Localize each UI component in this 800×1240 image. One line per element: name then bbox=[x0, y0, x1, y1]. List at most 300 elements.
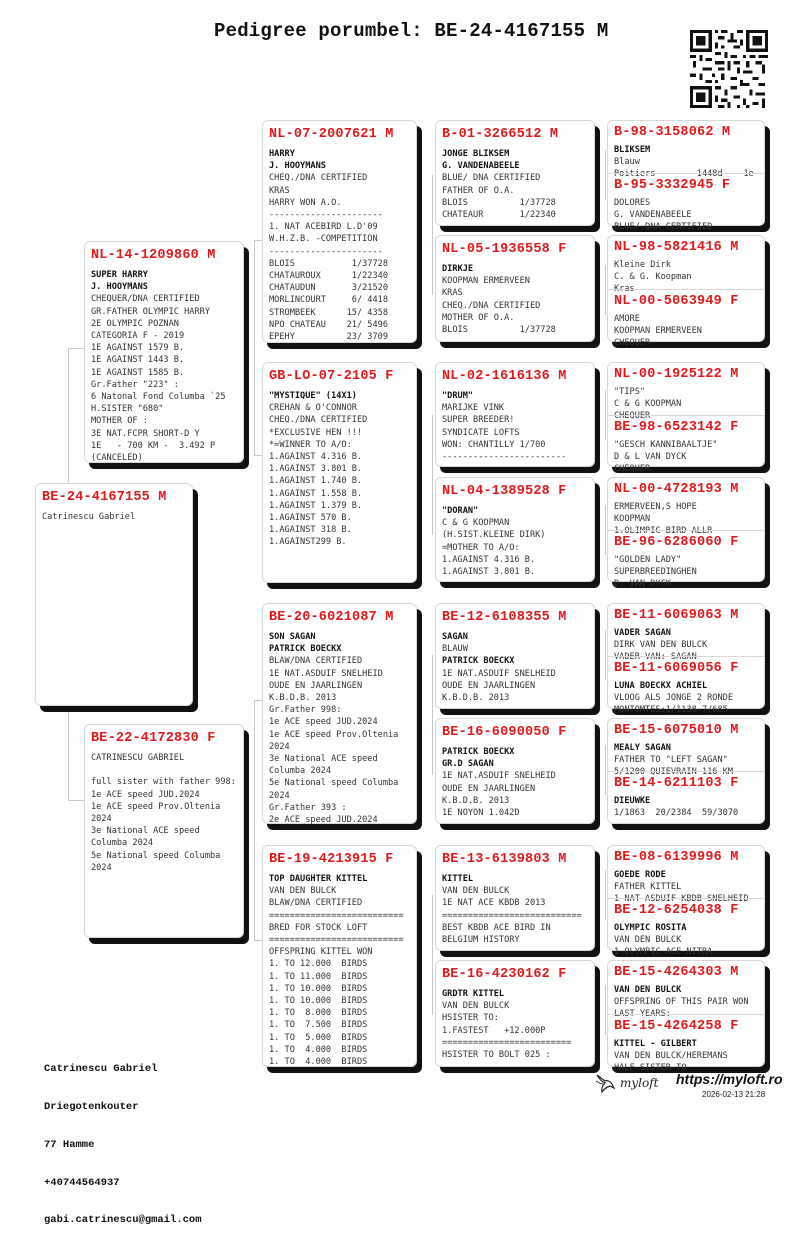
bird-logo-icon bbox=[594, 1072, 616, 1094]
connector-line bbox=[254, 940, 262, 941]
detail-line: OFFSPRING KITTEL WON bbox=[269, 947, 373, 958]
connector-line bbox=[605, 870, 606, 920]
ring-number: BE-12-6108355 M bbox=[442, 610, 567, 625]
pigeon-pair-gen4 bbox=[607, 718, 765, 824]
detail-line: HALF SISTER TO bbox=[614, 1063, 687, 1074]
detail-line: Kleine Dirk bbox=[614, 260, 671, 270]
detail-line: DOLORES bbox=[614, 198, 651, 208]
connector-line bbox=[254, 455, 262, 456]
pigeon-details bbox=[608, 309, 764, 350]
detail-line: GOEDE RODE bbox=[614, 870, 666, 880]
pigeon-card-father[interactable] bbox=[84, 241, 244, 463]
detail-line: MOTHER OF : bbox=[91, 416, 148, 427]
detail-line: C & G KOOPMAN bbox=[442, 518, 510, 529]
detail-line: MORLINCOURT 6/ 4418 bbox=[269, 295, 388, 306]
detail-line: BRED FOR STOCK LOFT bbox=[269, 922, 368, 933]
detail-line: MEALY SAGAN bbox=[614, 743, 671, 753]
detail-line: GR.FATHER OLYMPIC HARRY bbox=[91, 306, 210, 317]
owner-phone: +40744564937 bbox=[44, 1176, 120, 1189]
pigeon-card-gen4-sire[interactable] bbox=[608, 236, 764, 295]
detail-line: Poitiers 1448d 1e bbox=[614, 169, 754, 180]
detail-line: 1.AGAINST 4.316 B. bbox=[269, 452, 363, 463]
detail-line: HSISTER TO BOLT 025 : bbox=[442, 1050, 551, 1061]
detail-line: 1 NAT ASDUIF KBDB SNELHEID bbox=[614, 894, 749, 905]
detail-line: ========================== bbox=[269, 935, 404, 946]
detail-line: VLOOG ALS JONGE 2 RONDE bbox=[614, 693, 733, 704]
detail-line: KRAS bbox=[269, 185, 290, 196]
connector-line bbox=[432, 415, 433, 535]
owner-city: 77 Hamme bbox=[44, 1138, 95, 1151]
detail-line: KITTEL bbox=[442, 874, 474, 884]
pigeon-card-gen4-sire[interactable] bbox=[608, 846, 764, 905]
connector-line bbox=[605, 985, 606, 1035]
ring-number: BE-16-4230162 F bbox=[442, 967, 567, 982]
ring-number: NL-02-1616136 M bbox=[442, 369, 567, 384]
ring-number: NL-00-1925122 M bbox=[614, 367, 739, 382]
detail-line: K.B.D.B. 2013 bbox=[442, 795, 510, 806]
detail-line: 3e National ACE speed bbox=[269, 754, 378, 765]
ring-number: BE-11-6069056 F bbox=[614, 661, 739, 676]
connector-line bbox=[605, 390, 606, 440]
pigeon-card-gen4-dam[interactable] bbox=[608, 656, 764, 716]
pigeon-pair-gen4 bbox=[607, 235, 765, 349]
detail-line: *EXCLUSIVE HEN !!! bbox=[269, 427, 363, 438]
pigeon-card-gen4-dam[interactable] bbox=[608, 173, 764, 233]
detail-line: JONGE BLIKSEM bbox=[442, 149, 510, 159]
detail-line: KRAS bbox=[442, 288, 463, 299]
print-timestamp: 2026-02-13 21:28 bbox=[702, 1090, 766, 1099]
detail-line: OUDE EN JAARLINGEN bbox=[442, 783, 536, 794]
pigeon-pair-gen4 bbox=[607, 477, 765, 590]
ring-number: BE-22-4172830 F bbox=[91, 731, 216, 746]
connector-line bbox=[432, 655, 433, 775]
detail-line: VAN DEN BULCK bbox=[614, 935, 682, 946]
owner-contact bbox=[44, 1038, 202, 1240]
pigeon-card-gen2[interactable] bbox=[262, 120, 417, 343]
ring-number: NL-00-5063949 F bbox=[614, 294, 739, 309]
detail-line: NPO CHATEAU 21/ 5496 bbox=[269, 319, 388, 330]
owner-name: Catrinescu Gabriel bbox=[44, 1063, 158, 1076]
detail-line: 1E AGAINST 1585 B. bbox=[91, 367, 185, 378]
pigeon-details bbox=[436, 867, 594, 946]
pigeon-details bbox=[608, 676, 764, 717]
detail-line: SUPERBREEDINGHEN bbox=[614, 567, 697, 578]
detail-line: 1.AGAINST 1.740 B. bbox=[269, 476, 363, 487]
detail-line: 3e National ACE speed bbox=[91, 826, 200, 837]
connector-line bbox=[432, 895, 433, 1015]
pigeon-card-subject[interactable] bbox=[35, 483, 193, 706]
detail-line: G. VANDENABEELE bbox=[442, 161, 520, 172]
detail-line: 1. TO 11.000 BIRDS bbox=[269, 971, 368, 982]
pigeon-card-gen4-dam[interactable] bbox=[608, 415, 764, 475]
detail-line: KOOPMAN ERMERVEEN bbox=[614, 326, 702, 337]
pigeon-card-gen3[interactable] bbox=[435, 718, 595, 824]
detail-line: OUDE EN JAARLINGEN bbox=[269, 680, 363, 691]
ring-number: NL-00-4728193 M bbox=[614, 482, 739, 497]
pigeon-details bbox=[263, 625, 416, 826]
detail-line: ERMERVEEN,S HOPE bbox=[614, 502, 697, 512]
detail-line: CATEGORIA F - 2019 bbox=[91, 331, 185, 342]
pigeon-pair-gen4 bbox=[607, 362, 765, 475]
detail-line: HARRY WON A.O. bbox=[269, 197, 342, 208]
qr-code-icon bbox=[690, 30, 768, 108]
pigeon-card-gen4-sire[interactable] bbox=[608, 478, 764, 537]
pigeon-card-gen4-dam[interactable] bbox=[608, 289, 764, 349]
ring-number: BE-19-4213915 F bbox=[269, 852, 394, 867]
ring-number: BE-16-6090050 F bbox=[442, 725, 567, 740]
ring-number: BE-24-4167155 M bbox=[42, 490, 167, 505]
connector-line bbox=[432, 175, 433, 295]
detail-line: ========================= bbox=[442, 1037, 572, 1048]
ring-number: NL-07-2007621 M bbox=[269, 127, 394, 142]
ring-number: B-01-3266512 M bbox=[442, 127, 559, 142]
detail-line: VAN DEN BULCK bbox=[269, 886, 337, 897]
connector-line bbox=[254, 700, 262, 701]
detail-line: 2024 bbox=[269, 790, 290, 801]
detail-line: 1. TO 5.000 BIRDS bbox=[269, 1032, 368, 1043]
detail-line: HSISTER TO: bbox=[442, 1013, 499, 1024]
detail-line: KOOPMAN ERMERVEEN bbox=[442, 276, 530, 287]
detail-line: ---------------------- bbox=[269, 210, 383, 221]
detail-line: 1.AGAINST299 B. bbox=[269, 537, 347, 548]
detail-line: BLOIS 1/37728 bbox=[442, 325, 556, 336]
detail-line: 2E OLYMPIC POZNAN bbox=[91, 318, 179, 329]
detail-line: CHEQUER bbox=[614, 338, 651, 349]
ring-number: NL-14-1209860 M bbox=[91, 248, 216, 263]
detail-line: BLUE/ DNA CERTIFIED bbox=[442, 173, 541, 184]
ring-number: BE-20-6021087 M bbox=[269, 610, 394, 625]
pigeon-pair-gen4 bbox=[607, 845, 765, 958]
detail-line: MONTOMTES:1/1138 7/685 bbox=[614, 705, 728, 716]
detail-line: 1.AGAINST 3.801 B. bbox=[269, 464, 363, 475]
detail-line: Catrinescu Gabriel bbox=[42, 512, 136, 522]
detail-line: BLOIS 1/37728 bbox=[442, 197, 556, 208]
detail-line: ---------------------- bbox=[269, 246, 383, 257]
pigeon-pair-gen4 bbox=[607, 960, 765, 1074]
detail-line: 1. NAT ACEBIRD L.D'09 bbox=[269, 222, 378, 233]
pigeon-details bbox=[436, 384, 594, 463]
detail-line: =========================== bbox=[442, 910, 582, 921]
pigeon-card-gen4-sire[interactable] bbox=[608, 961, 764, 1020]
detail-line: MARIJKE VINK bbox=[442, 403, 505, 414]
detail-line: LUNA BOECKX ACHIEL bbox=[614, 681, 708, 691]
detail-line: BLUE/ DNA CERTIFIED bbox=[614, 222, 713, 233]
connector-line bbox=[605, 630, 606, 680]
detail-line: *=WINNER TO A/O: bbox=[269, 439, 352, 450]
detail-line: VAN DEN BULCK bbox=[614, 985, 682, 995]
detail-line: full sister with father 998: bbox=[91, 777, 236, 788]
pigeon-card-gen4-dam[interactable] bbox=[608, 530, 764, 590]
pigeon-details bbox=[85, 263, 243, 464]
pigeon-details bbox=[36, 505, 192, 523]
detail-line: DIRK VAN DEN BULCK bbox=[614, 640, 708, 651]
pigeon-card-gen3[interactable] bbox=[435, 120, 595, 226]
detail-line: 1. TO 10.000 BIRDS bbox=[269, 983, 368, 994]
detail-line: 1E NAT.ASDUIF SNELHEID bbox=[269, 668, 383, 679]
pigeon-card-gen4-sire[interactable] bbox=[608, 604, 764, 663]
detail-line: 5e National speed Columba bbox=[269, 778, 399, 789]
ring-number: BE-15-4264303 M bbox=[614, 965, 739, 980]
detail-line: 1.FASTEST +12.000P bbox=[442, 1025, 546, 1036]
owner-email: gabi.catrinescu@gmail.com bbox=[44, 1214, 202, 1227]
ring-number: BE-15-6075010 M bbox=[614, 723, 739, 738]
detail-line: Gr.Father 393 : bbox=[269, 802, 347, 813]
detail-line: CHATEAUR 1/22340 bbox=[442, 210, 556, 221]
logo-text: myloft bbox=[620, 1076, 659, 1090]
detail-line: CREHAN & O'CONNOR bbox=[269, 403, 357, 414]
pigeon-card-gen3[interactable] bbox=[435, 477, 595, 582]
detail-line: 3E NAT.FCPR SHORT-D Y bbox=[91, 428, 200, 439]
detail-line: 1e ACE speed JUD.2024 bbox=[269, 717, 378, 728]
pigeon-details bbox=[263, 867, 416, 1068]
ring-number: NL-05-1936558 F bbox=[442, 242, 567, 257]
pigeon-card-gen4-dam[interactable] bbox=[608, 1014, 764, 1074]
myloft-logo bbox=[594, 1072, 658, 1094]
detail-line: MOTHER OF O.A. bbox=[442, 312, 515, 323]
detail-line: 2024 bbox=[91, 814, 112, 825]
detail-line: 2024 bbox=[269, 741, 290, 752]
detail-line: (CANCELED) bbox=[91, 453, 143, 464]
pigeon-details bbox=[263, 384, 416, 549]
connector-line bbox=[68, 710, 69, 800]
connector-line bbox=[605, 505, 606, 555]
detail-line: GRDTR KITTEL bbox=[442, 989, 505, 999]
ring-number: NL-98-5821416 M bbox=[614, 240, 739, 255]
detail-line: Gr.Father "223" : bbox=[91, 379, 179, 390]
detail-line: SON SAGAN bbox=[269, 632, 316, 642]
pigeon-details bbox=[608, 791, 764, 819]
pigeon-card-mother[interactable] bbox=[84, 724, 244, 938]
detail-line: 1E - 700 KM - 3.492 P bbox=[91, 440, 216, 451]
detail-line: 1.AGAINST 3.801 B. bbox=[442, 567, 536, 578]
detail-line: H.SISTER "680" bbox=[91, 404, 164, 415]
detail-line: PATRICK BOECKX bbox=[269, 644, 342, 655]
detail-line: OFFSPRING OF THIS PAIR WON bbox=[614, 997, 749, 1008]
detail-line: 1.AGAINST 4.316 B. bbox=[442, 554, 536, 565]
detail-line: D. VAN DYCK bbox=[614, 579, 671, 590]
pigeon-card-gen3[interactable] bbox=[435, 235, 595, 342]
detail-line: CHEQ./DNA CERTIFIED bbox=[442, 300, 541, 311]
detail-line: "TIPS" bbox=[614, 387, 646, 397]
ring-number: BE-13-6139803 M bbox=[442, 852, 567, 867]
detail-line: OLYMPIC ROSITA bbox=[614, 923, 687, 933]
detail-line: PATRICK BOECKX bbox=[442, 747, 515, 757]
detail-line: 5/1200 QUIEVRAIN 116 KM bbox=[614, 767, 733, 778]
ring-number: NL-04-1389528 F bbox=[442, 484, 567, 499]
detail-line: "GOLDEN LADY" bbox=[614, 555, 682, 565]
detail-line: KOOPMAN bbox=[614, 514, 651, 525]
detail-line: BLAUW bbox=[442, 644, 468, 655]
connector-line bbox=[68, 800, 84, 801]
detail-line: W.H.Z.B. -COMPETITION bbox=[269, 234, 378, 245]
detail-line: CHEQUER bbox=[614, 411, 651, 422]
pigeon-details bbox=[436, 257, 594, 336]
detail-line: "DORAN" bbox=[442, 506, 479, 516]
pigeon-card-gen4-dam[interactable] bbox=[608, 898, 764, 958]
detail-line: 1. TO 8.000 BIRDS bbox=[269, 1008, 368, 1019]
connector-line bbox=[68, 348, 84, 349]
ring-number: BE-15-4264258 F bbox=[614, 1019, 739, 1034]
detail-line: LAST YEARS: bbox=[614, 1009, 671, 1020]
pigeon-card-gen4-sire[interactable] bbox=[608, 719, 764, 778]
detail-line: CHEQUER/DNA CERTIFIED bbox=[91, 294, 200, 305]
detail-line: CHEQUER bbox=[614, 464, 651, 475]
detail-line: 1. TO 7.500 BIRDS bbox=[269, 1020, 368, 1031]
connector-line bbox=[605, 150, 606, 200]
detail-line: Columba 2024 bbox=[269, 766, 332, 777]
detail-line: 1e ACE speed Prov.Oltenia bbox=[269, 729, 399, 740]
pigeon-card-gen3[interactable] bbox=[435, 960, 595, 1067]
detail-line: CHATAUROUX 1/22340 bbox=[269, 271, 388, 282]
detail-line: Blauw bbox=[614, 157, 640, 168]
pigeon-details bbox=[608, 918, 764, 959]
detail-line bbox=[91, 764, 243, 776]
pigeon-details bbox=[436, 625, 594, 704]
pigeon-pair-gen4 bbox=[607, 120, 765, 233]
pigeon-card-gen3[interactable] bbox=[435, 603, 595, 709]
detail-line: CATRINESCU GABRIEL bbox=[91, 753, 185, 763]
ring-number: BE-96-6286060 F bbox=[614, 535, 739, 550]
detail-line: VADER SAGAN bbox=[614, 628, 671, 638]
connector-line bbox=[254, 240, 255, 456]
detail-line: CHEQ./DNA CERTIFIED bbox=[269, 415, 368, 426]
detail-line: DIRKJE bbox=[442, 264, 474, 274]
detail-line: 5e National speed Columba bbox=[91, 850, 221, 861]
pigeon-card-gen4-sire[interactable] bbox=[608, 363, 764, 422]
detail-line: FATHER KITTEL bbox=[614, 882, 682, 893]
detail-line: WON: CHANTILLY 1/700 bbox=[442, 439, 546, 450]
detail-line: VAN DEN BULCK bbox=[442, 1001, 510, 1012]
detail-line: 1.AGAINST 570 B. bbox=[269, 513, 352, 524]
detail-line: FATHER TO "LEFT SAGAN" bbox=[614, 755, 728, 766]
connector-line bbox=[605, 265, 606, 315]
detail-line: C & G KOOPMAN bbox=[614, 399, 682, 410]
pigeon-card-gen4-sire[interactable] bbox=[608, 121, 764, 180]
detail-line: (H.SIST.KLEINE DIRK) bbox=[442, 530, 546, 541]
page-title: Pedigree porumbel: BE-24-4167155 M bbox=[214, 20, 609, 42]
owner-street: Driegotenkouter bbox=[44, 1100, 139, 1113]
detail-line: J. HOOYMANS bbox=[269, 161, 326, 172]
detail-line: ------------------------ bbox=[442, 452, 567, 463]
detail-line: BEST KBDB ACE BIRD IN bbox=[442, 922, 551, 933]
detail-line: Columba 2024 bbox=[91, 838, 154, 849]
ring-number: B-95-3332945 F bbox=[614, 178, 731, 193]
pigeon-card-gen3[interactable] bbox=[435, 362, 595, 467]
detail-line: VADER VAN: SAGAN bbox=[614, 652, 697, 663]
detail-line: EPEHY 23/ 3709 bbox=[269, 332, 388, 343]
detail-line: BLAW/DNA CERTIFIED bbox=[269, 656, 363, 667]
detail-line: K.B.D.B. 2013 bbox=[442, 693, 510, 704]
detail-line: Kras bbox=[614, 284, 635, 295]
detail-line: 2e ACE speed JUD.2024 bbox=[269, 815, 378, 826]
detail-line: BELGIUM HISTORY bbox=[442, 935, 520, 946]
detail-line: 1.AGAINST 1.558 B. bbox=[269, 488, 363, 499]
pigeon-card-gen2[interactable] bbox=[262, 362, 417, 583]
detail-line: 1E AGAINST 1579 B. bbox=[91, 343, 185, 354]
detail-line: ========================== bbox=[269, 910, 404, 921]
detail-line: SAGAN bbox=[442, 632, 468, 642]
detail-line: SUPER HARRY bbox=[91, 270, 148, 280]
detail-line: BLAW/DNA CERTIFIED bbox=[269, 898, 363, 909]
detail-line: AMORE bbox=[614, 314, 640, 324]
pigeon-details bbox=[436, 142, 594, 221]
detail-line: 1.AGAINST 1.379 B. bbox=[269, 500, 363, 511]
detail-line: G. VANDENABEELE bbox=[614, 210, 692, 221]
pigeon-card-gen2[interactable] bbox=[262, 603, 417, 824]
connector-line bbox=[68, 348, 69, 482]
detail-line: K.B.D.B. 2013 bbox=[269, 693, 337, 704]
ring-number: BE-14-6211103 F bbox=[614, 776, 739, 791]
ring-number: BE-12-6254038 F bbox=[614, 903, 739, 918]
detail-line: 1. TO 4.000 BIRDS bbox=[269, 1057, 368, 1068]
detail-line: 1E NAT ACE KBDB 2013 bbox=[442, 898, 546, 909]
detail-line: 1e ACE speed JUD.2024 bbox=[91, 789, 200, 800]
detail-line: "DRUM" bbox=[442, 391, 474, 401]
detail-line: 1. TO 12.000 BIRDS bbox=[269, 959, 368, 970]
pigeon-details bbox=[436, 982, 594, 1061]
pigeon-pair-gen4 bbox=[607, 603, 765, 716]
pigeon-details bbox=[85, 746, 243, 874]
pigeon-details bbox=[436, 740, 594, 819]
ring-number: GB-LO-07-2105 F bbox=[269, 369, 394, 384]
website-link[interactable]: https://myloft.ro bbox=[676, 1071, 783, 1087]
pigeon-card-gen2[interactable] bbox=[262, 845, 417, 1067]
detail-line: 1.AGAINST 318 B. bbox=[269, 525, 352, 536]
detail-line: 1E NOYON 1.042D bbox=[442, 808, 520, 819]
pigeon-details bbox=[608, 1034, 764, 1075]
detail-line: 1. TO 10.000 BIRDS bbox=[269, 996, 368, 1007]
connector-line bbox=[254, 240, 262, 241]
pigeon-card-gen3[interactable] bbox=[435, 845, 595, 951]
pigeon-details bbox=[608, 193, 764, 234]
ring-number: BE-08-6139996 M bbox=[614, 850, 739, 865]
detail-line: HARRY bbox=[269, 149, 295, 159]
pigeon-card-gen4-dam[interactable] bbox=[608, 771, 764, 824]
ring-number: B-98-3158062 M bbox=[614, 125, 731, 140]
detail-line: Gr.Father 998: bbox=[269, 705, 342, 716]
detail-line: VAN DEN BULCK/HEREMANS bbox=[614, 1051, 728, 1062]
detail-line: TOP DAUGHTER KITTEL bbox=[269, 874, 368, 884]
detail-line: GR.D SAGAN bbox=[442, 759, 494, 770]
detail-line: 1. TO 4.000 BIRDS bbox=[269, 1044, 368, 1055]
detail-line: 1/1863 20/2384 59/3070 bbox=[614, 808, 739, 819]
detail-line: 1e ACE speed Prov.Oltenia bbox=[91, 801, 221, 812]
detail-line: 1E AGAINST 1443 B. bbox=[91, 355, 185, 366]
connector-line bbox=[605, 745, 606, 795]
connector-line bbox=[254, 700, 255, 940]
detail-line: D & L VAN DYCK bbox=[614, 452, 687, 463]
detail-line: 1E NAT.ASDUIF SNELHEID bbox=[442, 668, 556, 679]
pigeon-details bbox=[263, 142, 416, 343]
pigeon-details bbox=[608, 550, 764, 591]
detail-line: STROMBEEK 15/ 4358 bbox=[269, 307, 388, 318]
detail-line: 1 OLYMPIC ACE NITRA bbox=[614, 947, 713, 958]
detail-line: PATRICK BOECKX bbox=[442, 656, 515, 667]
pigeon-details bbox=[608, 435, 764, 476]
detail-line: BLIKSEM bbox=[614, 145, 651, 155]
detail-line: KITTEL - GILBERT bbox=[614, 1039, 697, 1049]
detail-line: "GESCH KANNIBAALTJE" bbox=[614, 440, 718, 450]
detail-line: "MYSTIQUE" (14X1) bbox=[269, 391, 357, 401]
detail-line: 2024 bbox=[91, 862, 112, 873]
detail-line: OUDE EN JAARLINGEN bbox=[442, 680, 536, 691]
detail-line: C. & G. Koopman bbox=[614, 272, 692, 283]
detail-line: VAN DEN BULCK bbox=[442, 886, 510, 897]
detail-line: J. HOOYMANS bbox=[91, 282, 148, 293]
ring-number: BE-98-6523142 F bbox=[614, 420, 739, 435]
pigeon-details bbox=[436, 499, 594, 578]
detail-line: =MOTHER TO A/O: bbox=[442, 542, 520, 553]
